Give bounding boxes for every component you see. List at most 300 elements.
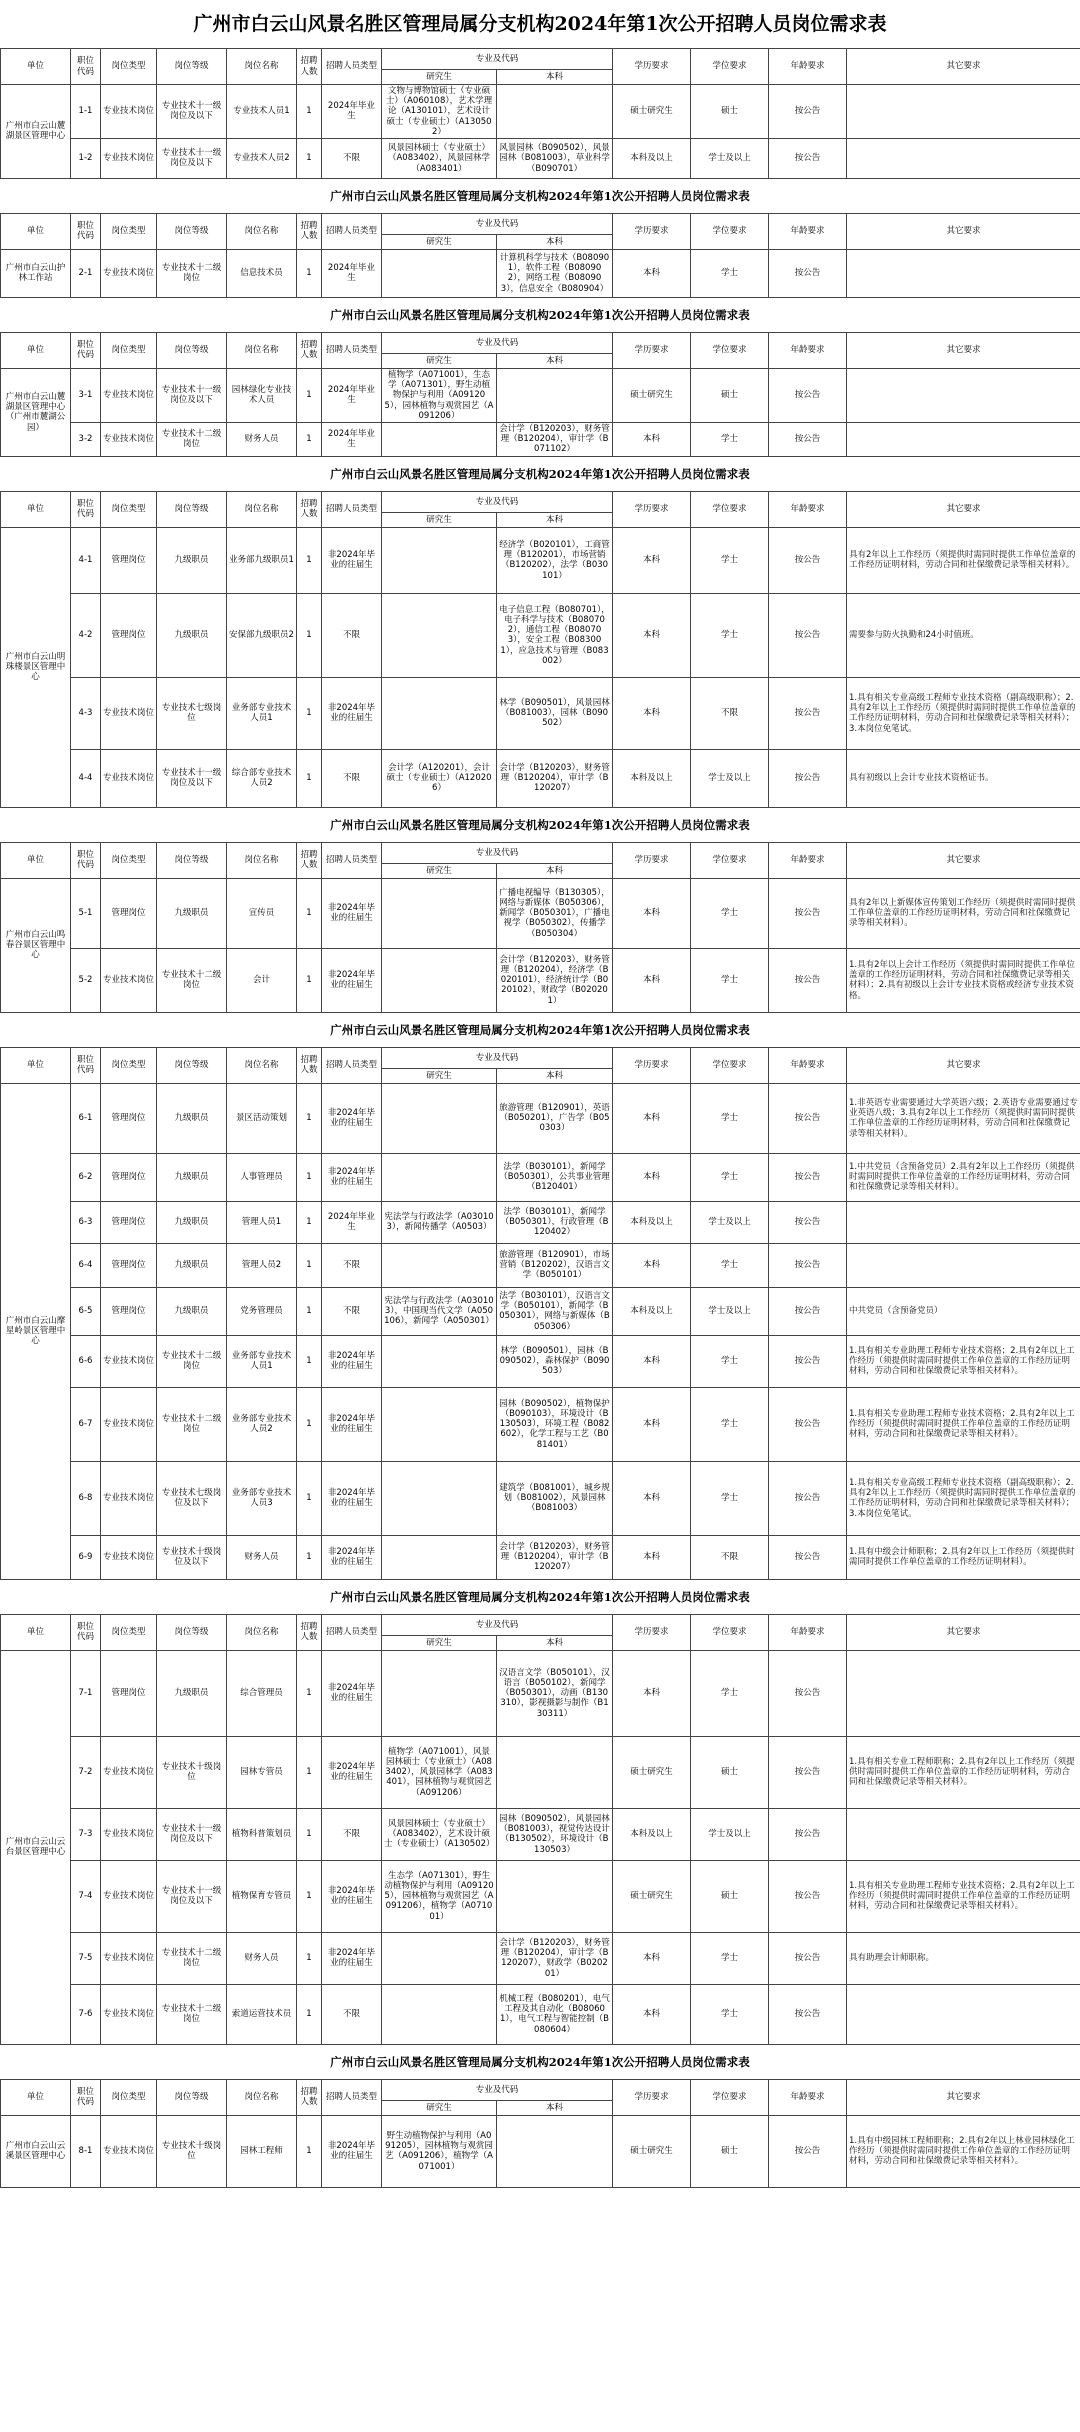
audience-cell: 不限 xyxy=(322,1243,382,1287)
level-header: 岗位等级 xyxy=(157,332,227,368)
grad-major-header: 研究生 xyxy=(382,1068,497,1083)
under-major-header: 本科 xyxy=(497,70,613,85)
unit-cell: 广州市白云山云台景区管理中心 xyxy=(1,1650,71,2044)
level-header: 岗位等级 xyxy=(157,49,227,85)
major-header: 专业及代码 xyxy=(382,49,613,70)
level-cell: 九级职员 xyxy=(157,1083,227,1153)
code-cell: 7-4 xyxy=(71,1860,101,1932)
audience-header: 招聘人员类型 xyxy=(322,842,382,878)
under-major-cell: 法学（B030101），新闻学（B050301），行政管理（B120402） xyxy=(497,1201,613,1243)
under-major-cell xyxy=(497,368,613,422)
code-cell: 7-2 xyxy=(71,1736,101,1808)
unit-cell: 广州市白云山麓湖景区管理中心（广州市麓湖公园） xyxy=(1,368,71,456)
name-cell: 园林工程师 xyxy=(227,2115,297,2187)
level-header: 岗位等级 xyxy=(157,842,227,878)
age-cell: 按公告 xyxy=(769,85,847,139)
edu-cell: 本科 xyxy=(613,1243,691,1287)
code-cell: 6-9 xyxy=(71,1535,101,1579)
edu-header: 学历要求 xyxy=(613,1614,691,1650)
code-cell: 3-1 xyxy=(71,368,101,422)
other-header: 其它要求 xyxy=(847,213,1080,249)
grad-major-cell: 植物学（A071001），风景园林硕士（专业硕士）（A083402），风景园林学（A083401），园林植物与观赏园艺（A091206） xyxy=(382,1736,497,1808)
type-cell: 管理岗位 xyxy=(101,1153,157,1201)
code-cell: 6-2 xyxy=(71,1153,101,1201)
under-major-header: 本科 xyxy=(497,512,613,527)
audience-cell: 非2024年毕业的往届生 xyxy=(322,1153,382,1201)
unit-header: 单位 xyxy=(1,842,71,878)
under-major-cell: 林学（B090501），园林（B090502），森林保护（B090503） xyxy=(497,1335,613,1387)
audience-cell: 非2024年毕业的往届生 xyxy=(322,2115,382,2187)
degree-cell: 学士 xyxy=(691,1083,769,1153)
name-cell: 财务人员 xyxy=(227,1535,297,1579)
count-cell: 1 xyxy=(297,1984,322,2044)
name-cell: 管理人员2 xyxy=(227,1243,297,1287)
count-cell: 1 xyxy=(297,1243,322,1287)
document-title: 广州市白云山风景名胜区管理局属分支机构2024年第1次公开招聘人员岗位需求表 xyxy=(193,13,887,35)
type-cell: 专业技术岗位 xyxy=(101,1736,157,1808)
type-cell: 管理岗位 xyxy=(101,527,157,593)
level-cell: 九级职员 xyxy=(157,1201,227,1243)
level-cell: 九级职员 xyxy=(157,1650,227,1736)
degree-cell: 学士 xyxy=(691,1461,769,1535)
code-cell: 2-1 xyxy=(71,249,101,297)
edu-cell: 本科 xyxy=(613,1535,691,1579)
other-cell xyxy=(847,1243,1080,1287)
under-major-header: 本科 xyxy=(497,1635,613,1650)
job-table xyxy=(0,213,1080,298)
count-cell: 1 xyxy=(297,1287,322,1335)
code-header: 职位代码 xyxy=(71,842,101,878)
header-row xyxy=(1,1047,1080,1068)
other-cell: 具有助理会计师职称。 xyxy=(847,1932,1080,1984)
degree-cell: 学士 xyxy=(691,1387,769,1461)
header-row xyxy=(1,491,1080,512)
degree-cell: 学士 xyxy=(691,422,769,456)
under-major-cell: 计算机科学与技术（B080901），软件工程（B080902），网络工程（B080903），信息安全（B080904） xyxy=(497,249,613,297)
count-header: 招聘人数 xyxy=(297,1047,322,1083)
audience-cell: 非2024年毕业的往届生 xyxy=(322,1535,382,1579)
count-cell: 1 xyxy=(297,1387,322,1461)
edu-cell: 本科 xyxy=(613,677,691,749)
grad-major-header: 研究生 xyxy=(382,70,497,85)
degree-cell: 学士 xyxy=(691,878,769,948)
type-cell: 专业技术岗位 xyxy=(101,1932,157,1984)
grad-major-cell xyxy=(382,1932,497,1984)
audience-cell: 2024年毕业生 xyxy=(322,1201,382,1243)
grad-major-cell xyxy=(382,1153,497,1201)
edu-header: 学历要求 xyxy=(613,213,691,249)
audience-cell: 非2024年毕业的往届生 xyxy=(322,1083,382,1153)
other-header: 其它要求 xyxy=(847,332,1080,368)
table-row xyxy=(1,1153,1080,1201)
edu-cell: 本科 xyxy=(613,527,691,593)
age-cell: 按公告 xyxy=(769,1808,847,1860)
count-cell: 1 xyxy=(297,1650,322,1736)
code-cell: 6-5 xyxy=(71,1287,101,1335)
edu-cell: 本科 xyxy=(613,1461,691,1535)
age-cell: 按公告 xyxy=(769,677,847,749)
level-cell: 专业技术十二级岗位 xyxy=(157,249,227,297)
name-header: 岗位名称 xyxy=(227,213,297,249)
grad-major-cell: 植物学（A071001），生态学（A071301），野生动植物保护与利用（A091205），园林植物与观赏园艺（A091206） xyxy=(382,368,497,422)
count-cell: 1 xyxy=(297,1461,322,1535)
type-cell: 管理岗位 xyxy=(101,1243,157,1287)
grad-major-cell: 野生动植物保护与利用（A091205），园林植物与观赏园艺（A091206），植物学（A071001） xyxy=(382,2115,497,2187)
table-row xyxy=(1,1083,1080,1153)
under-major-cell: 会计学（B120203），财务管理（B120204），经济学（B020101），经济统计学（B020102），财政学（B020201） xyxy=(497,948,613,1012)
audience-cell: 非2024年毕业的往届生 xyxy=(322,1387,382,1461)
edu-cell: 硕士研究生 xyxy=(613,1736,691,1808)
age-header: 年龄要求 xyxy=(769,332,847,368)
age-cell: 按公告 xyxy=(769,249,847,297)
age-header: 年龄要求 xyxy=(769,49,847,85)
edu-cell: 本科及以上 xyxy=(613,1201,691,1243)
age-cell: 按公告 xyxy=(769,1650,847,1736)
audience-cell: 非2024年毕业的往届生 xyxy=(322,677,382,749)
table-row xyxy=(1,1387,1080,1461)
degree-cell: 硕士 xyxy=(691,1736,769,1808)
type-header: 岗位类型 xyxy=(101,49,157,85)
audience-cell: 不限 xyxy=(322,749,382,807)
table-row xyxy=(1,249,1080,297)
level-cell: 九级职员 xyxy=(157,1153,227,1201)
code-header: 职位代码 xyxy=(71,2079,101,2115)
name-cell: 综合部专业技术人员2 xyxy=(227,749,297,807)
count-cell: 1 xyxy=(297,677,322,749)
grad-major-header: 研究生 xyxy=(382,512,497,527)
other-header: 其它要求 xyxy=(847,1614,1080,1650)
audience-cell: 不限 xyxy=(322,1808,382,1860)
name-cell: 信息技术员 xyxy=(227,249,297,297)
other-cell: 1.具有中级园林工程师职称；2.具有2年以上林业园林绿化工作经历（须提供时需同时提供工作单位盖章的工作经历证明材料，劳动合同和社保缴费记录等相关材料）。 xyxy=(847,2115,1080,2187)
header-row xyxy=(1,49,1080,70)
other-cell: 1.非英语专业需要通过大学英语六级；2.英语专业需要通过专业英语八级；3.具有2年以上工作经历（须提供时需同时提供工作单位盖章的工作经历证明材料，劳动合同和社保缴费记录等相关材料）。 xyxy=(847,1083,1080,1153)
grad-major-header: 研究生 xyxy=(382,1635,497,1650)
section-title: 广州市白云山风景名胜区管理局属分支机构2024年第1次公开招聘人员岗位需求表 xyxy=(330,1589,750,1604)
age-cell: 按公告 xyxy=(769,1736,847,1808)
name-cell: 园林专管员 xyxy=(227,1736,297,1808)
table-row xyxy=(1,878,1080,948)
degree-header: 学位要求 xyxy=(691,213,769,249)
type-header: 岗位类型 xyxy=(101,842,157,878)
audience-cell: 2024年毕业生 xyxy=(322,85,382,139)
under-major-cell: 电子信息工程（B080701），电子科学与技术（B080702），通信工程（B080703），安全工程（B083001），应急技术与管理（B083002） xyxy=(497,593,613,677)
count-cell: 1 xyxy=(297,249,322,297)
age-cell: 按公告 xyxy=(769,2115,847,2187)
code-header: 职位代码 xyxy=(71,49,101,85)
under-major-cell: 园林（B090502），植物保护（B090103），环境设计（B130503），环境工程（B082602），化学工程与工艺（B081401） xyxy=(497,1387,613,1461)
other-cell: 需要参与防火执勤和24小时值班。 xyxy=(847,593,1080,677)
edu-header: 学历要求 xyxy=(613,49,691,85)
audience-header: 招聘人员类型 xyxy=(322,213,382,249)
code-header: 职位代码 xyxy=(71,1047,101,1083)
edu-cell: 硕士研究生 xyxy=(613,85,691,139)
name-header: 岗位名称 xyxy=(227,491,297,527)
grad-major-header: 研究生 xyxy=(382,234,497,249)
audience-cell: 非2024年毕业的往届生 xyxy=(322,1335,382,1387)
other-header: 其它要求 xyxy=(847,842,1080,878)
code-header: 职位代码 xyxy=(71,332,101,368)
count-cell: 1 xyxy=(297,1335,322,1387)
under-major-cell: 会计学（B120203），财务管理（B120204），审计学（B120207） xyxy=(497,1535,613,1579)
degree-cell: 学士 xyxy=(691,1335,769,1387)
audience-cell: 非2024年毕业的往届生 xyxy=(322,1932,382,1984)
unit-cell: 广州市白云山云溪景区管理中心 xyxy=(1,2115,71,2187)
name-cell: 业务部专业技术人员1 xyxy=(227,1335,297,1387)
grad-major-cell xyxy=(382,1387,497,1461)
name-cell: 业务部九级职员1 xyxy=(227,527,297,593)
unit-cell: 广州市白云山明珠楼景区管理中心 xyxy=(1,527,71,807)
edu-cell: 本科 xyxy=(613,948,691,1012)
section-title: 广州市白云山风景名胜区管理局属分支机构2024年第1次公开招聘人员岗位需求表 xyxy=(330,188,750,203)
other-cell: 中共党员（含预备党员） xyxy=(847,1287,1080,1335)
type-cell: 专业技术岗位 xyxy=(101,138,157,178)
audience-cell: 不限 xyxy=(322,138,382,178)
table-row xyxy=(1,749,1080,807)
type-cell: 专业技术岗位 xyxy=(101,249,157,297)
type-cell: 专业技术岗位 xyxy=(101,2115,157,2187)
type-cell: 专业技术岗位 xyxy=(101,1461,157,1535)
job-table xyxy=(0,491,1080,808)
degree-cell: 硕士 xyxy=(691,85,769,139)
under-major-cell: 建筑学（B081001），城乡规划（B081002），风景园林（B081003） xyxy=(497,1461,613,1535)
other-cell xyxy=(847,1650,1080,1736)
table-row xyxy=(1,1287,1080,1335)
grad-major-cell xyxy=(382,1461,497,1535)
count-cell: 1 xyxy=(297,138,322,178)
name-cell: 安保部九级职员2 xyxy=(227,593,297,677)
grad-major-cell xyxy=(382,249,497,297)
grad-major-header: 研究生 xyxy=(382,353,497,368)
grad-major-cell: 宪法学与行政法学（A030103），新闻传播学（A0503） xyxy=(382,1201,497,1243)
major-header: 专业及代码 xyxy=(382,1047,613,1068)
type-cell: 专业技术岗位 xyxy=(101,1984,157,2044)
age-cell: 按公告 xyxy=(769,1535,847,1579)
type-cell: 专业技术岗位 xyxy=(101,368,157,422)
type-cell: 管理岗位 xyxy=(101,1201,157,1243)
section-title: 广州市白云山风景名胜区管理局属分支机构2024年第1次公开招聘人员岗位需求表 xyxy=(330,466,750,481)
age-cell: 按公告 xyxy=(769,1287,847,1335)
job-table xyxy=(0,48,1080,179)
edu-cell: 本科 xyxy=(613,1153,691,1201)
code-cell: 1-2 xyxy=(71,138,101,178)
count-header: 招聘人数 xyxy=(297,213,322,249)
level-cell: 专业技术十一级岗位及以下 xyxy=(157,749,227,807)
job-table xyxy=(0,842,1080,1013)
job-table xyxy=(0,2079,1080,2188)
count-header: 招聘人数 xyxy=(297,332,322,368)
under-major-cell: 会计学（B120203），财务管理（B120204），审计学（B120207） xyxy=(497,749,613,807)
edu-header: 学历要求 xyxy=(613,332,691,368)
grad-major-header: 研究生 xyxy=(382,863,497,878)
count-cell: 1 xyxy=(297,527,322,593)
audience-cell: 非2024年毕业的往届生 xyxy=(322,948,382,1012)
under-major-cell: 旅游管理（B120901），市场营销（B120202），汉语言文学（B050101） xyxy=(497,1243,613,1287)
degree-cell: 不限 xyxy=(691,1535,769,1579)
other-cell xyxy=(847,85,1080,139)
count-header: 招聘人数 xyxy=(297,2079,322,2115)
table-row xyxy=(1,1984,1080,2044)
degree-cell: 学士 xyxy=(691,948,769,1012)
under-major-cell xyxy=(497,1860,613,1932)
under-major-cell: 法学（B030101），新闻学（B050301），公共事业管理（B120401） xyxy=(497,1153,613,1201)
code-cell: 6-3 xyxy=(71,1201,101,1243)
type-cell: 专业技术岗位 xyxy=(101,677,157,749)
table-row xyxy=(1,138,1080,178)
grad-major-cell xyxy=(382,1535,497,1579)
count-header: 招聘人数 xyxy=(297,49,322,85)
under-major-cell: 法学（B030101），汉语言文学（B050101），新闻学（B050301），网络与新媒体（B050306） xyxy=(497,1287,613,1335)
degree-cell: 硕士 xyxy=(691,368,769,422)
edu-cell: 本科 xyxy=(613,593,691,677)
grad-major-cell: 会计学（A120201），会计硕士（专业硕士）（A120206） xyxy=(382,749,497,807)
grad-major-header: 研究生 xyxy=(382,2100,497,2115)
name-header: 岗位名称 xyxy=(227,2079,297,2115)
count-header: 招聘人数 xyxy=(297,842,322,878)
code-cell: 3-2 xyxy=(71,422,101,456)
section-title: 广州市白云山风景名胜区管理局属分支机构2024年第1次公开招聘人员岗位需求表 xyxy=(330,307,750,322)
name-cell: 管理人员1 xyxy=(227,1201,297,1243)
unit-header: 单位 xyxy=(1,332,71,368)
level-cell: 专业技术十二级岗位 xyxy=(157,422,227,456)
under-major-cell xyxy=(497,2115,613,2187)
under-major-cell: 机械工程（B080201），电气工程及其自动化（B080601），电气工程与智能控制（B080604） xyxy=(497,1984,613,2044)
age-cell: 按公告 xyxy=(769,138,847,178)
table-row xyxy=(1,1650,1080,1736)
major-header: 专业及代码 xyxy=(382,491,613,512)
type-header: 岗位类型 xyxy=(101,1047,157,1083)
job-table xyxy=(0,332,1080,457)
degree-cell: 硕士 xyxy=(691,2115,769,2187)
age-cell: 按公告 xyxy=(769,948,847,1012)
degree-cell: 硕士 xyxy=(691,1860,769,1932)
other-header: 其它要求 xyxy=(847,491,1080,527)
header-row xyxy=(1,2079,1080,2100)
count-cell: 1 xyxy=(297,1736,322,1808)
unit-cell: 广州市白云山鸣春谷景区管理中心 xyxy=(1,878,71,1012)
job-tables xyxy=(0,48,1080,2188)
count-cell: 1 xyxy=(297,422,322,456)
name-cell: 人事管理员 xyxy=(227,1153,297,1201)
under-major-cell xyxy=(497,85,613,139)
under-major-cell: 汉语言文学（B050101），汉语言（B050102），新闻学（B050301），动画（B130310），影视摄影与制作（B130311） xyxy=(497,1650,613,1736)
level-cell: 专业技术十级岗位及以下 xyxy=(157,1535,227,1579)
edu-cell: 本科及以上 xyxy=(613,1808,691,1860)
code-cell: 4-4 xyxy=(71,749,101,807)
age-header: 年龄要求 xyxy=(769,1047,847,1083)
name-cell: 党务管理员 xyxy=(227,1287,297,1335)
major-header: 专业及代码 xyxy=(382,332,613,353)
edu-cell: 本科 xyxy=(613,878,691,948)
name-cell: 财务人员 xyxy=(227,1932,297,1984)
type-cell: 管理岗位 xyxy=(101,1083,157,1153)
level-cell: 九级职员 xyxy=(157,1287,227,1335)
type-cell: 专业技术岗位 xyxy=(101,1808,157,1860)
under-major-cell: 会计学（B120203），财务管理（B120204），审计学（B071102） xyxy=(497,422,613,456)
count-cell: 1 xyxy=(297,1153,322,1201)
unit-cell: 广州市白云山麓湖景区管理中心 xyxy=(1,85,71,179)
level-cell: 九级职员 xyxy=(157,593,227,677)
code-header: 职位代码 xyxy=(71,213,101,249)
unit-header: 单位 xyxy=(1,491,71,527)
other-header: 其它要求 xyxy=(847,49,1080,85)
degree-cell: 学士及以上 xyxy=(691,1808,769,1860)
age-header: 年龄要求 xyxy=(769,2079,847,2115)
degree-cell: 不限 xyxy=(691,677,769,749)
type-header: 岗位类型 xyxy=(101,1614,157,1650)
name-cell: 专业技术人员1 xyxy=(227,85,297,139)
level-header: 岗位等级 xyxy=(157,1047,227,1083)
age-header: 年龄要求 xyxy=(769,1614,847,1650)
audience-cell: 非2024年毕业的往届生 xyxy=(322,527,382,593)
other-cell: 1.具有相关专业高级工程师专业技术资格（副高级职称）；2.具有2年以上工作经历（须提供时需同时提供工作单位盖章的工作经历证明材料，劳动合同和社保缴费记录等相关材料）；3.本岗位免笔试。 xyxy=(847,1461,1080,1535)
count-cell: 1 xyxy=(297,85,322,139)
other-cell: 1.具有2年以上会计工作经历（须提供时需同时提供工作单位盖章的工作经历证明材料，劳动合同和社保缴费记录等相关材料）；2.具有初级以上会计专业技术资格或经济专业技术资格。 xyxy=(847,948,1080,1012)
major-header: 专业及代码 xyxy=(382,2079,613,2100)
code-cell: 4-3 xyxy=(71,677,101,749)
edu-cell: 本科 xyxy=(613,1387,691,1461)
edu-cell: 本科 xyxy=(613,249,691,297)
section-title: 广州市白云山风景名胜区管理局属分支机构2024年第1次公开招聘人员岗位需求表 xyxy=(330,817,750,832)
unit-cell: 广州市白云山摩星岭景区管理中心 xyxy=(1,1083,71,1579)
count-cell: 1 xyxy=(297,1860,322,1932)
name-header: 岗位名称 xyxy=(227,1047,297,1083)
count-cell: 1 xyxy=(297,2115,322,2187)
other-cell xyxy=(847,249,1080,297)
name-cell: 索道运营技术员 xyxy=(227,1984,297,2044)
other-cell xyxy=(847,1201,1080,1243)
code-cell: 4-1 xyxy=(71,527,101,593)
audience-cell: 非2024年毕业的往届生 xyxy=(322,1461,382,1535)
header-row xyxy=(1,213,1080,234)
table-row xyxy=(1,368,1080,422)
type-header: 岗位类型 xyxy=(101,332,157,368)
unit-header: 单位 xyxy=(1,1614,71,1650)
audience-cell: 不限 xyxy=(322,1984,382,2044)
grad-major-cell xyxy=(382,1984,497,2044)
degree-cell: 学士及以上 xyxy=(691,1287,769,1335)
degree-header: 学位要求 xyxy=(691,491,769,527)
unit-cell: 广州市白云山护林工作站 xyxy=(1,249,71,297)
age-cell: 按公告 xyxy=(769,1932,847,1984)
other-cell xyxy=(847,1984,1080,2044)
degree-header: 学位要求 xyxy=(691,49,769,85)
major-header: 专业及代码 xyxy=(382,1614,613,1635)
degree-header: 学位要求 xyxy=(691,1047,769,1083)
age-header: 年龄要求 xyxy=(769,491,847,527)
age-cell: 按公告 xyxy=(769,422,847,456)
code-cell: 4-2 xyxy=(71,593,101,677)
grad-major-cell xyxy=(382,1243,497,1287)
count-cell: 1 xyxy=(297,368,322,422)
age-cell: 按公告 xyxy=(769,1860,847,1932)
table-row xyxy=(1,2115,1080,2187)
name-cell: 植物科普策划员 xyxy=(227,1808,297,1860)
audience-cell: 非2024年毕业的往届生 xyxy=(322,878,382,948)
section-title: 广州市白云山风景名胜区管理局属分支机构2024年第1次公开招聘人员岗位需求表 xyxy=(330,1022,750,1037)
grad-major-cell xyxy=(382,1650,497,1736)
code-cell: 6-6 xyxy=(71,1335,101,1387)
edu-header: 学历要求 xyxy=(613,2079,691,2115)
type-cell: 管理岗位 xyxy=(101,1650,157,1736)
edu-cell: 本科 xyxy=(613,1083,691,1153)
edu-header: 学历要求 xyxy=(613,1047,691,1083)
level-cell: 专业技术十一级岗位及以下 xyxy=(157,85,227,139)
type-header: 岗位类型 xyxy=(101,491,157,527)
age-cell: 按公告 xyxy=(769,1083,847,1153)
level-cell: 九级职员 xyxy=(157,1243,227,1287)
type-cell: 管理岗位 xyxy=(101,1287,157,1335)
